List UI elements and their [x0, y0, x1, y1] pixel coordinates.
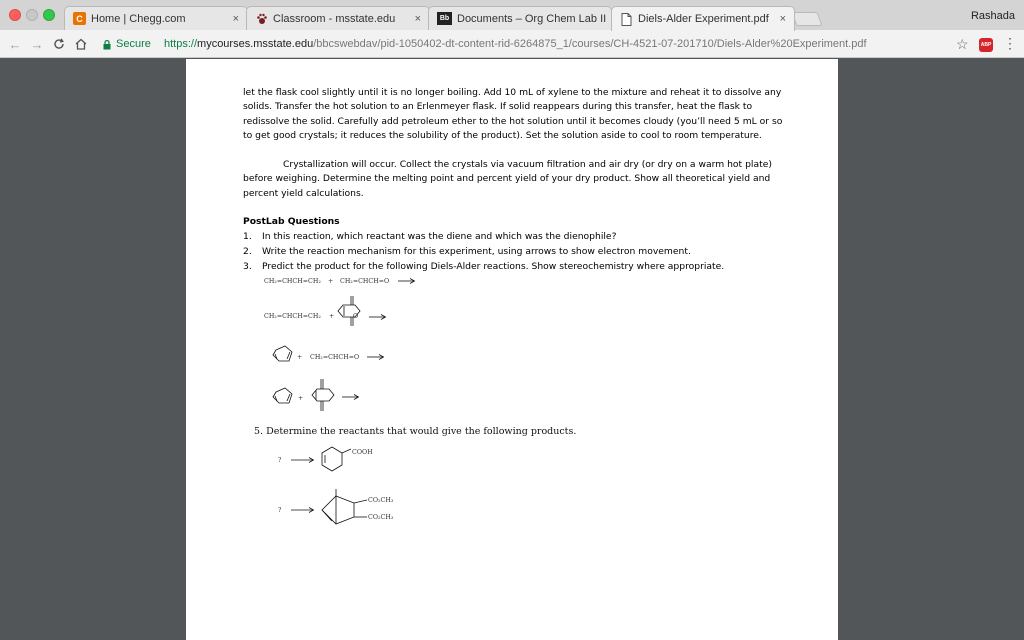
tab-diels-alder-pdf[interactable]	[611, 6, 795, 31]
question-5: 5. Determine the reactants that would give the following products.	[254, 426, 577, 437]
product-1-cooh: COOH	[352, 449, 373, 456]
anhydride-oxygen-label: O	[353, 313, 359, 320]
minimize-window-button[interactable]	[26, 9, 38, 21]
reload-icon[interactable]	[50, 35, 68, 53]
tab-chegg[interactable]	[64, 6, 248, 30]
reaction-1-dienophile: CH₂=CHCH=O	[340, 278, 390, 285]
close-tab-icon[interactable]: ×	[779, 13, 786, 25]
product-1-arrow	[291, 458, 314, 463]
title-bar	[0, 0, 1024, 30]
tab-label: Documents – Org Chem Lab II	[457, 12, 607, 25]
reaction-1-diene: CH₂=CHCH=CH₂	[264, 278, 321, 285]
reaction-4-arrow	[342, 395, 359, 400]
secure-label: Secure	[116, 38, 151, 50]
cyclohexene-carboxylic-acid-structure	[322, 447, 351, 471]
url-host: mycourses.msstate.edu	[197, 38, 314, 50]
product-2-arrow	[291, 508, 314, 513]
document-icon	[620, 13, 633, 26]
close-window-button[interactable]	[9, 9, 21, 21]
reaction-3-dienophile: CH₂=CHCH=O	[310, 354, 360, 361]
reaction-2-arrow	[369, 315, 386, 320]
browser-toolbar	[0, 30, 1024, 58]
bookmark-star-icon[interactable]: ☆	[956, 36, 969, 52]
cyclopentadiene-structure	[273, 346, 292, 361]
question-text: In this reaction, which reactant was the diene and which was the dienophile?	[262, 231, 617, 242]
question-text: Predict the product for the following Diels-Alder reactions. Show stereochemistry where appropriate.	[262, 261, 725, 272]
bicyclic-diester-structure	[322, 489, 367, 524]
postlab-heading: PostLab Questions	[243, 216, 340, 227]
product-2-ester-1: CO₂CH₃	[368, 497, 394, 504]
back-arrow-icon[interactable]: ←	[8, 36, 22, 52]
close-tab-icon[interactable]: ×	[232, 12, 239, 25]
tab-label: Diels-Alder Experiment.pdf	[638, 13, 769, 25]
tab-label: Classroom - msstate.edu	[273, 12, 396, 25]
forward-arrow-icon[interactable]: →	[30, 36, 44, 52]
menu-kebab-icon[interactable]: ⋮	[1003, 35, 1017, 51]
maleic-anhydride-structure	[338, 296, 360, 326]
url-scheme: https://	[164, 38, 198, 50]
product-2-unknown: ?	[278, 507, 282, 514]
pawprint-icon	[255, 12, 268, 25]
question-number: 3.	[243, 261, 252, 272]
reaction-3-arrow	[367, 355, 384, 360]
question-text: Write the reaction mechanism for this experiment, using arrows to show electron movement.	[262, 246, 691, 257]
reaction-2-diene: CH₂=CHCH=CH₂	[264, 313, 321, 320]
tab-label: Home | Chegg.com	[91, 12, 186, 25]
pdf-page	[186, 59, 838, 640]
abp-label: ABP	[980, 42, 992, 48]
product-1-unknown: ?	[278, 457, 282, 464]
chemical-structures	[186, 59, 838, 640]
question-number: 1.	[243, 231, 252, 242]
procedure-paragraph-1: let the flask cool slightly until it is no longer boiling. Add 10 mL of xylene to the mixture and reheat it to dissolve any solids. Transfer the hot solution to an Erlenmeyer flask. If solid reappears during this transfer, heat the flask to redissolve the solid. Carefully add petroleum ether to the hot solution until it becomes cloudy (you’ll need 5 mL or so to get good crystals; it reduces the solubility of the product). Set the solution aside to cool to room temperature.	[243, 87, 783, 142]
lock-icon	[103, 40, 111, 49]
reaction-4-plus: +	[298, 395, 304, 402]
reaction-1-plus: +	[328, 278, 334, 285]
tab-documents[interactable]	[428, 6, 612, 30]
reaction-2-plus: +	[329, 313, 335, 320]
question-number: 2.	[243, 246, 252, 257]
profile-name[interactable]: Rashada	[970, 10, 1015, 22]
pdf-viewer[interactable]	[0, 59, 1024, 640]
address-bar[interactable]	[164, 38, 867, 50]
maleic-anhydride-structure-2	[312, 379, 334, 411]
zoom-window-button[interactable]	[43, 9, 55, 21]
adblock-plus-icon[interactable]	[979, 38, 993, 52]
cyclopentadiene-structure-2	[273, 388, 292, 403]
tab-classroom[interactable]	[246, 6, 430, 30]
reaction-3-plus: +	[297, 354, 303, 361]
secure-indicator[interactable]	[103, 38, 151, 50]
blackboard-icon: Bb	[437, 12, 452, 25]
product-2-ester-2: CO₂CH₃	[368, 514, 394, 521]
reaction-1-arrow	[398, 279, 415, 284]
new-tab-button[interactable]	[791, 12, 822, 26]
procedure-paragraph-2-text: Crystallization will occur. Collect the crystals via vacuum filtration and air dry (or dry on a warm hot plate) before weighing. Determine the melting point and percent yield of your dry product. Show all theoretical yield and percent yield calculations.	[243, 159, 772, 199]
chegg-icon: C	[73, 12, 86, 25]
close-tab-icon[interactable]: ×	[414, 12, 421, 25]
url-path: /bbcswebdav/pid-1050402-dt-content-rid-6264875_1/courses/CH-4521-07-201710/Diels-Alder%20Experiment.pdf	[313, 38, 867, 50]
home-icon[interactable]	[72, 35, 90, 53]
